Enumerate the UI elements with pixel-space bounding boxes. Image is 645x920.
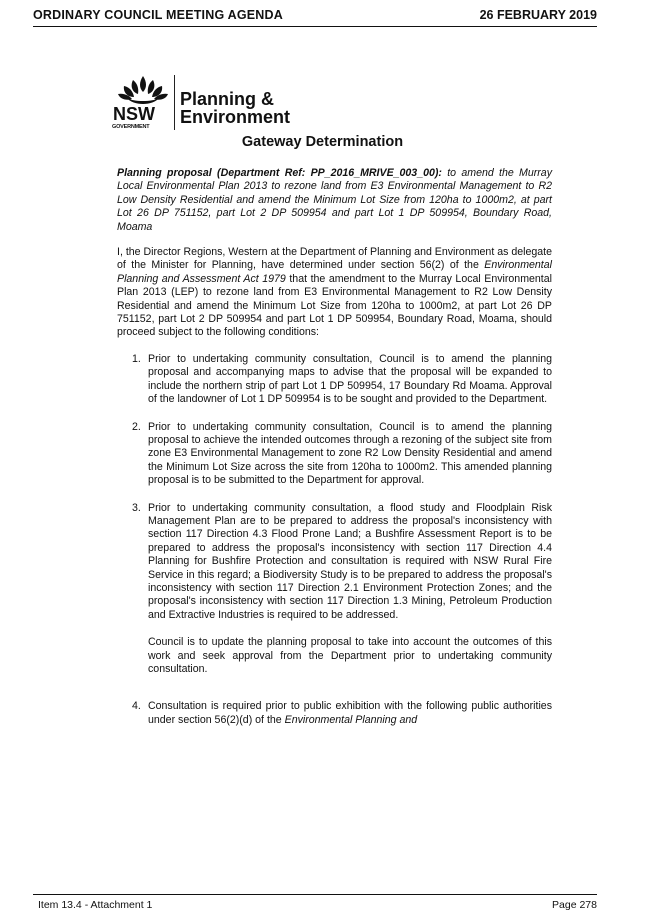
agenda-date: 26 FEBRUARY 2019 — [479, 8, 597, 22]
intro-text-1: I, the Director Regions, Western at the Department of Planning and Environment as delegate of the Minister for Planning, have determined under section 56(2) of the — [117, 246, 552, 272]
condition-number: 3. — [132, 501, 141, 514]
nsw-wordmark: NSW — [113, 104, 155, 124]
proposal-label: Planning proposal (Department Ref: PP_2016_MRIVE_003_00): — [117, 167, 442, 179]
condition-act-name: Environmental Planning and — [284, 713, 418, 726]
header-rule — [33, 26, 597, 27]
department-name-line2: Environment — [180, 107, 291, 127]
document-body — [117, 167, 552, 741]
intro-paragraph — [117, 246, 552, 340]
footer-rule — [33, 894, 597, 895]
condition-text: Prior to undertaking community consultation, Council is to amend the planning proposal to achieve the intended outcomes through a rezoning of the subject site from zone E3 Environmental Management to zone R2 Low Density Residential and amend the Minimum Lot Size across the site from 120ha to 1000m2. This amended planning proposal is to be submitted to the Department for approval. — [148, 420, 552, 487]
condition-number: 1. — [132, 352, 141, 365]
condition-item — [117, 502, 552, 677]
agenda-title: ORDINARY COUNCIL MEETING AGENDA — [33, 8, 283, 22]
condition-number: 2. — [132, 420, 141, 433]
proposal-paragraph — [117, 167, 552, 234]
conditions-list — [117, 353, 552, 727]
proposal-description: to amend the Murray Local Environmental Plan 2013 to rezone land from E3 Environmental Management to R2 Low Density Residential and amend the Minimum Lot Size from 120ha to 1000m2, at part Lot 26 DP 751152, part Lot 2 DP 509954 and part Lot 1 DP 509954, Boundary Road, Moama — [117, 167, 552, 233]
attachment-label: Item 13.4 - Attachment 1 — [38, 899, 153, 911]
condition-item — [117, 700, 552, 727]
page-number: Page 278 — [552, 899, 597, 911]
condition-number: 4. — [132, 700, 141, 713]
condition-item — [117, 353, 552, 407]
condition-item — [117, 421, 552, 488]
condition-text: Prior to undertaking community consultation, a flood study and Floodplain Risk Management Plan are to be prepared to address the proposal's inconsistency with section 117 Direction 4.3 Flood Prone Land; a Bushfire Assessment Report is to be prepared to address the proposal's inconsistency with section 117 Direction 4.4 Planning for Bushfire Protection and consultation is required with NSW Rural Fire Service in this regard; a Biodiversity Study is to be prepared to address the proposal's inconsistency with section 117 Direction 2.1 Environment Protection Zones; and the proposal's inconsistency with section 117 Direction 1.3 Mining, Petroleum Production and Extractive Industries is required to be addressed. — [148, 501, 552, 621]
condition-subparagraph: Council is to update the planning proposal to take into account the outcomes of this work and seek approval from the Department prior to undertaking community consultation. — [148, 636, 552, 675]
intro-text-2: that the amendment to the Murray Local Environmental Plan 2013 (LEP) to rezone land from E3 Environmental Management to R2 Low Density Residential and amend the Minimum Lot Size from 120ha to 1000m2, at part Lot 26 DP 751152, part Lot 2 DP 509954 and part Lot 1 DP 509954, Boundary Road, Moama, should proceed subject to the following conditions: — [117, 272, 552, 339]
document-title: Gateway Determination — [241, 134, 404, 150]
condition-text: Prior to undertaking community consultation, Council is to amend the planning proposal and accompanying maps to advise that the proposal will be expanded to include the northern strip of part Lot 1 DP 509954, 17 Boundary Rd Moama. Approval of the landowner of Lot 1 DP 509954 is to be sought and provided to the Department. — [148, 352, 552, 406]
logo-divider — [174, 75, 175, 130]
government-wordmark: GOVERNMENT — [112, 124, 150, 130]
condition-text: Consultation is required prior to public exhibition with the following public authorities under section 56(2)(d) of the — [148, 700, 552, 726]
intro-act-name: Environmental Planning and Assessment Act 1979 — [117, 259, 552, 285]
department-name-line1: Planning & — [180, 89, 274, 109]
